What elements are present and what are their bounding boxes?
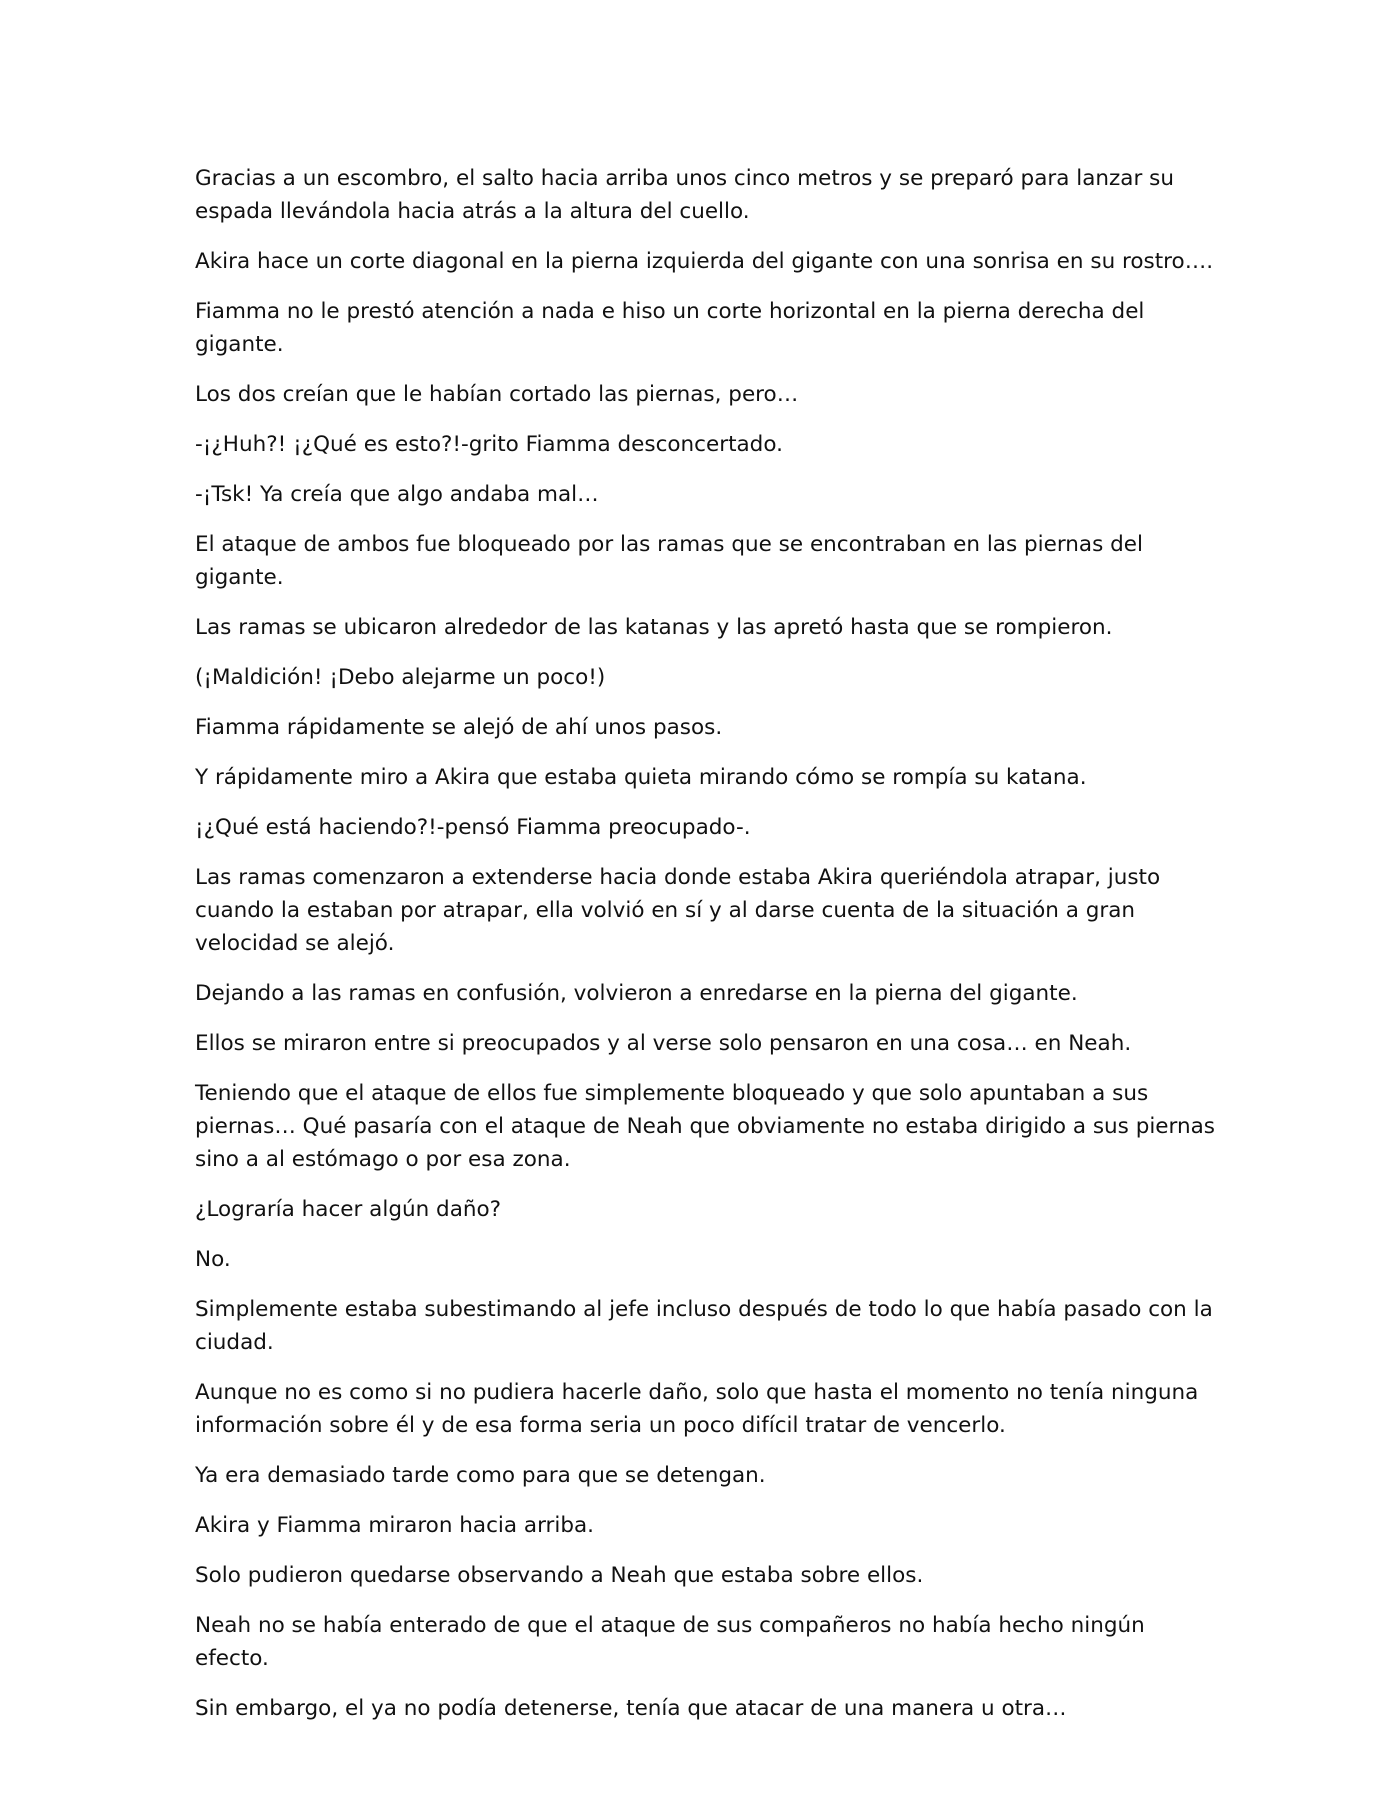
paragraph: -¡Tsk! Ya creía que algo andaba mal… <box>195 482 599 507</box>
paragraph: Simplemente estaba subestimando al jefe incluso después de todo lo que había pasado con la ciudad. <box>195 1297 1213 1355</box>
paragraph: Ya era demasiado tarde como para que se detengan. <box>195 1463 766 1488</box>
paragraph: Y rápidamente miro a Akira que estaba quieta mirando cómo se rompía su katana. <box>195 765 1087 790</box>
paragraph: Los dos creían que le habían cortado las piernas, pero… <box>195 382 799 407</box>
paragraph: Fiamma rápidamente se alejó de ahí unos pasos. <box>195 715 723 740</box>
paragraph: Sin embargo, el ya no podía detenerse, tenía que atacar de una manera u otra… <box>195 1696 1067 1721</box>
paragraph: -¡¿Huh?! ¡¿Qué es esto?!-grito Fiamma desconcertado. <box>195 432 783 457</box>
paragraph: No. <box>195 1247 231 1272</box>
document-body <box>195 162 1215 1742</box>
paragraph: Gracias a un escombro, el salto hacia arriba unos cinco metros y se preparó para lanzar su espada llevándola hacia atrás a la altura del cuello. <box>195 166 1174 224</box>
paragraph: ¡¿Qué está haciendo?!-pensó Fiamma preocupado-. <box>195 815 751 840</box>
paragraph: El ataque de ambos fue bloqueado por las ramas que se encontraban en las piernas del gigante. <box>195 532 1143 590</box>
paragraph: Akira hace un corte diagonal en la pierna izquierda del gigante con una sonrisa en su rostro…. <box>195 249 1214 274</box>
paragraph: Ellos se miraron entre si preocupados y al verse solo pensaron en una cosa… en Neah. <box>195 1031 1132 1056</box>
paragraph: Teniendo que el ataque de ellos fue simplemente bloqueado y que solo apuntaban a sus piernas… Qué pasaría con el ataque de Neah que obviamente no estaba dirigido a sus piernas sino a al estómago o por esa zona. <box>195 1081 1216 1172</box>
paragraph: Akira y Fiamma miraron hacia arriba. <box>195 1513 595 1538</box>
paragraph: Solo pudieron quedarse observando a Neah que estaba sobre ellos. <box>195 1563 924 1588</box>
paragraph: Las ramas comenzaron a extenderse hacia donde estaba Akira queriéndola atrapar, justo cuando la estaban por atrapar, ella volvió en sí y al darse cuenta de la situación a gran velocidad se alejó. <box>195 865 1161 956</box>
paragraph: (¡Maldición! ¡Debo alejarme un poco!) <box>195 665 606 690</box>
paragraph: Dejando a las ramas en confusión, volvieron a enredarse en la pierna del gigante. <box>195 981 1078 1006</box>
paragraph: Aunque no es como si no pudiera hacerle daño, solo que hasta el momento no tenía ninguna información sobre él y de esa forma seria un poco difícil tratar de vencerlo. <box>195 1380 1199 1438</box>
paragraph: Las ramas se ubicaron alrededor de las katanas y las apretó hasta que se rompieron. <box>195 615 1113 640</box>
paragraph: Neah no se había enterado de que el ataque de sus compañeros no había hecho ningún efecto. <box>195 1613 1145 1671</box>
paragraph: ¿Lograría hacer algún daño? <box>195 1197 502 1222</box>
paragraph: Fiamma no le prestó atención a nada e hiso un corte horizontal en la pierna derecha del gigante. <box>195 299 1145 357</box>
